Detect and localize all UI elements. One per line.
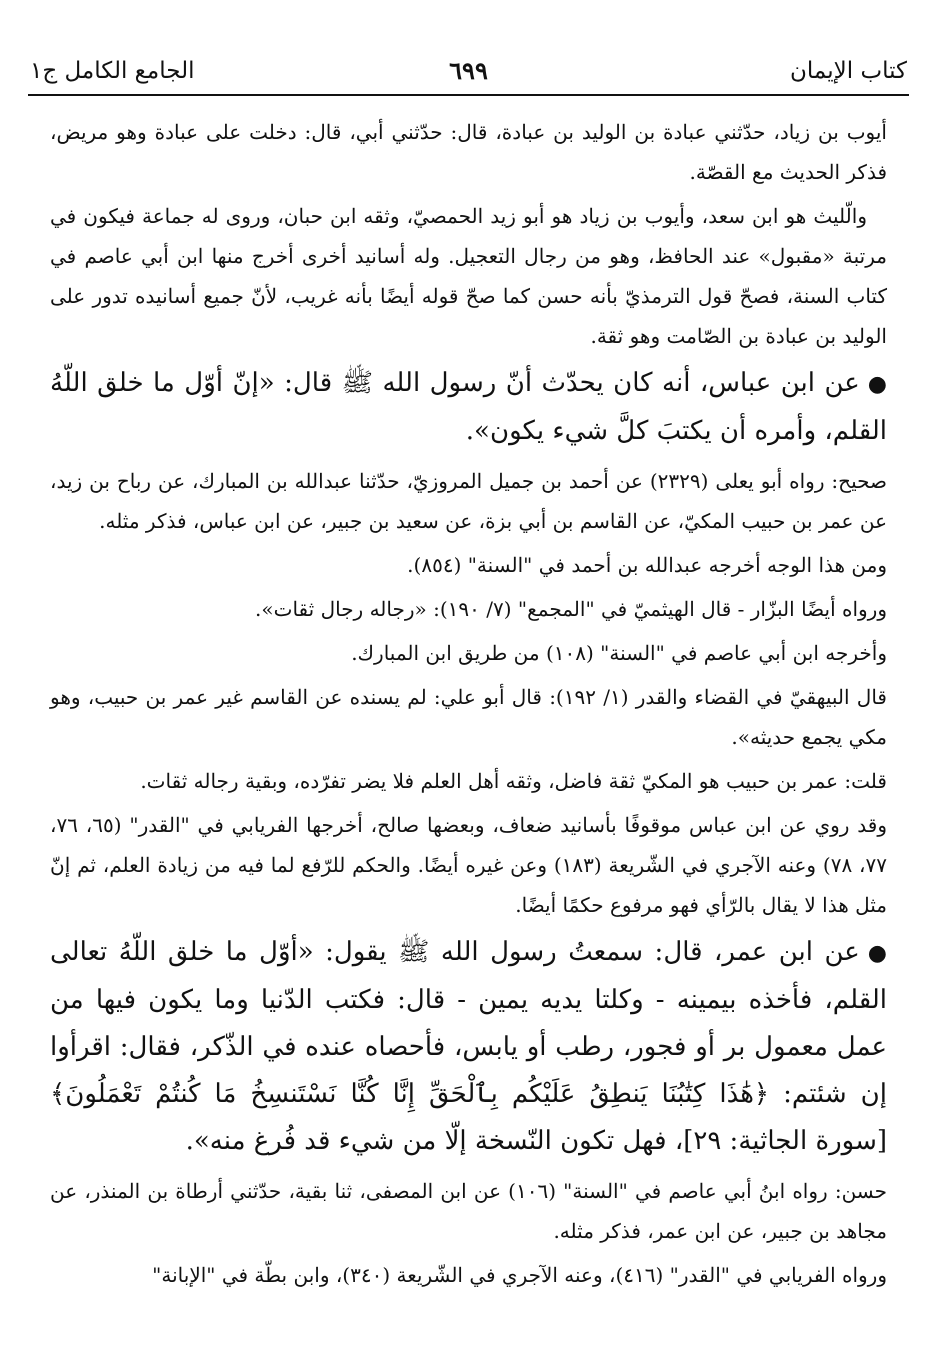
hadith-paragraph: [50, 929, 887, 1165]
paragraph-text: والّليث هو ابن سعد، وأيوب بن زياد هو أبو زيد الحمصيّ، وثقه ابن حبان، وروى له جماعة فيكون في مرتبة «مقبول» عند الحافظ، وهو من رجال التعجيل. وله أسانيد أخرى أخرج منها ابن أبي عاصم في كتاب السنة، فصحّ قول الترمذيّ بأنه حسن كما صحّ قوله أيضًا بأنه غريب، لأنّ جميع أسانيده تدور على الوليد بن عبادة بن الصّامت وهو ثقة.: [50, 204, 887, 348]
commentary-paragraph: [50, 677, 887, 757]
page-number: ٦٩٩: [449, 56, 488, 85]
paragraph-text: صحيح: رواه أبو يعلى (٢٣٢٩) عن أحمد بن جميل المروزيّ، حدّثنا عبدالله بن المبارك، عن رباح بن زيد، عن عمر بن حبيب المكيّ، عن القاسم بن أبي بزة، عن سعيد بن جبير، عن ابن عباس، فذكر مثله.: [50, 469, 887, 533]
paragraph-text: وقد روي عن ابن عباس موقوفًا بأسانيد ضعاف، وبعضها صالح، أخرجها الفريابي في "القدر" (٦٥، ٧٦، ٧٧، ٧٨) وعنه الآجري في الشّريعة (١٨٣) وعن غيره أيضًا. والحكم للرّفع لما فيه من زيادة العلم، ثم إنّ مثل هذا لا يقال بالرّأي فهو مرفوع حكمًا أيضًا.: [50, 813, 887, 917]
commentary-paragraph: [50, 589, 887, 629]
commentary-paragraph: [50, 196, 887, 356]
commentary-paragraph: [50, 112, 887, 192]
commentary-paragraph: [50, 461, 887, 541]
header-rule: [28, 94, 909, 96]
book-title: كتاب الإيمان: [790, 58, 907, 84]
paragraph-text: أيوب بن زياد، حدّثني عبادة بن الوليد بن عبادة، قال: حدّثني أبي، قال: دخلت على عبادة وهو مريض، فذكر الحديث مع القصّة.: [50, 120, 887, 184]
paragraph-text: عن ابن عباس، أنه كان يحدّث أنّ رسول الله ﷺ قال: «إنّ أوّل ما خلق اللّهُ القلم، وأمره أن يكتبَ كلَّ شيء يكون».: [50, 368, 887, 446]
commentary-paragraph: [50, 805, 887, 925]
commentary-paragraph: [50, 761, 887, 801]
hadith-paragraph: [50, 360, 887, 455]
paragraph-text: ورواه أيضًا البزّار - قال الهيثميّ في "المجمع" (٧/ ١٩٠): «رجاله رجال ثقات».: [255, 597, 887, 621]
page-header: [30, 50, 907, 90]
paragraph-text: قال البيهقيّ في القضاء والقدر (١/ ١٩٢): قال أبو علي: لم يسنده عن القاسم غير عمر بن حبيب، وهو مكي يجمع حديثه».: [50, 685, 887, 749]
commentary-paragraph: [50, 545, 887, 585]
series-title: الجامع الكامل ج١: [30, 58, 195, 84]
commentary-paragraph: [50, 1255, 887, 1295]
bullet-icon: ●: [867, 941, 887, 966]
paragraph-text: عن ابن عمر، قال: سمعتُ رسول الله ﷺ يقول: «أوّل ما خلق اللّهُ تعالى القلم، فأخذه بيمينه - وكلتا يديه يمين - قال: فكتب الدّنيا وما يكون فيها من عمل معمول بر أو فجور، رطب أو يابس، فأحصاه عنده في الذّكر، فقال: اقرأوا إن شئتم: ﴿هَٰذَا كِتَٰبُنَا يَنطِقُ عَلَيْكُم بِٱلْحَقِّ إِنَّا كُنَّا نَسْتَنسِخُ مَا كُنتُمْ تَعْمَلُونَ﴾ [سورة الجاثية: ٢٩]، فهل تكون النّسخة إلّا من شيء قد فُرغ منه».: [50, 937, 887, 1156]
commentary-paragraph: [50, 1171, 887, 1251]
bullet-icon: ●: [867, 372, 887, 397]
paragraph-text: وأخرجه ابن أبي عاصم في "السنة" (١٠٨) من طريق ابن المبارك.: [351, 641, 887, 665]
commentary-paragraph: [50, 633, 887, 673]
paragraph-text: حسن: رواه ابنُ أبي عاصم في "السنة" (١٠٦) عن ابن المصفى، ثنا بقية، حدّثني أرطاة بن المنذر، عن مجاهد بن جبير، عن ابن عمر، فذكر مثله.: [50, 1179, 887, 1243]
paragraph-text: قلت: عمر بن حبيب هو المكيّ ثقة فاضل، وثقه أهل العلم فلا يضر تفرّده، وبقية رجاله ثقات.: [140, 769, 887, 793]
paragraph-text: ومن هذا الوجه أخرجه عبدالله بن أحمد في "السنة" (٨٥٤).: [407, 553, 887, 577]
main-text: [50, 112, 887, 1299]
paragraph-text: ورواه الفريابي في "القدر" (٤١٦)، وعنه الآجري في الشّريعة (٣٤٠)، وابن بطّة في "الإبانة": [152, 1263, 887, 1287]
